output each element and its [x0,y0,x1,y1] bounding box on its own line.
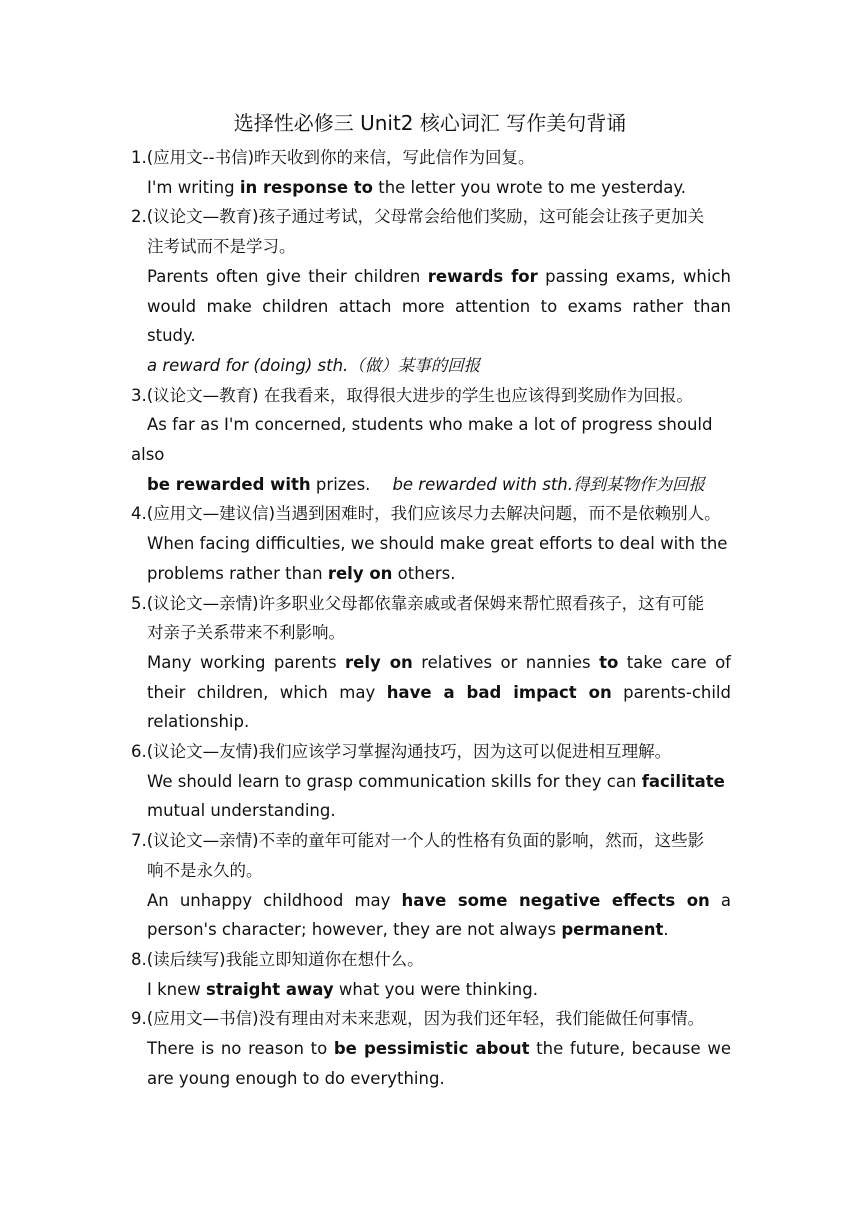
key-phrase: in response to [239,177,373,197]
item-3-english-line-2: also [131,445,165,465]
key-phrase: facilitate [641,771,725,791]
item-8-english: I knew straight away what you were thinking. [147,979,538,999]
item-6-english-line-1: We should learn to grasp communication skills for they can facilitate [147,771,725,791]
sentence-list [131,143,731,1094]
item-4-english-line-2: problems rather than rely on others. [147,563,456,583]
item-4-chinese: 4.(应用文—建议信)当遇到困难时，我们应该尽力去解决问题，而不是依赖别人。 [131,504,721,524]
item-8-chinese: 8.(读后续写)我能立即知道你在想什么。 [131,949,424,969]
item-2-english-line-1: Parents often give their children rewards for passing exams, which [147,266,731,286]
item-3-english-line-3: be rewarded with prizes. be rewarded with sth.得到某物作为回报 [147,474,705,494]
item-3-english-line-1: As far as I'm concerned, students who make a lot of progress should [147,415,713,435]
key-phrase: be pessimistic about [333,1039,530,1059]
item-7-english-line-1: An unhappy childhood may have some negative effects on a [147,890,731,910]
item-2-english-line-3: study. [147,326,196,346]
item-7-chinese-line-1: 7.(议论文—亲情)不幸的童年可能对一个人的性格有负面的影响，然而，这些影 [131,831,705,851]
item-2-chinese-line-1: 2.(议论文—教育)孩子通过考试，父母常会给他们奖励，这可能会让孩子更加关 [131,207,705,227]
item-5-chinese-line-2: 对亲子关系带来不利影响。 [147,623,345,643]
key-phrase: rewards for [427,266,538,286]
key-phrase: straight away [206,979,334,999]
item-5-english-line-1: Many working parents rely on relatives or nannies to take care of [147,652,731,672]
item-9-chinese: 9.(应用文—书信)没有理由对未来悲观，因为我们还年轻，我们能做任何事情。 [131,1009,705,1029]
item-7-chinese-line-2: 响不是永久的。 [147,860,263,880]
item-5-english-line-2: their children, which may have a bad impact on parents-child [147,682,731,702]
item-5-english-line-3: relationship. [147,712,250,732]
key-phrase: permanent [561,920,664,940]
item-7-english-line-2: person's character; however, they are not always permanent. [147,920,669,940]
key-phrase: have a bad impact on [386,682,612,702]
item-1-chinese: 1.(应用文--书信)昨天收到你的来信，写此信作为回复。 [131,148,535,167]
item-2-english-line-2: would make children attach more attention to exams rather than [147,296,731,316]
page-title: 选择性必修三 Unit2 核心词汇 写作美句背诵 [233,111,627,135]
item-2-phrase-note: a reward for (doing) sth.（做）某事的回报 [147,355,481,375]
key-phrase: be rewarded with [147,474,311,494]
key-phrase: rely on [327,563,393,583]
item-6-chinese: 6.(议论文—友情)我们应该学习掌握沟通技巧，因为这可以促进相互理解。 [131,742,672,762]
item-3-phrase-note: be rewarded with sth.得到某物作为回报 [392,474,705,494]
item-2-chinese-line-2: 注考试而不是学习。 [147,237,296,257]
item-5-chinese-line-1: 5.(议论文—亲情)许多职业父母都依靠亲戚或者保姆来帮忙照看孩子，这有可能 [131,593,705,613]
item-3-chinese: 3.(议论文—教育) 在我看来，取得很大进步的学生也应该得到奖励作为回报。 [131,385,693,405]
item-6-english-line-2: mutual understanding. [147,801,336,821]
item-9-english-line-2: are young enough to do everything. [147,1068,445,1088]
item-9-english-line-1: There is no reason to be pessimistic about the future, because we [147,1039,731,1059]
key-phrase: rely on [345,652,413,672]
key-phrase: have some negative effects on [401,890,710,910]
item-1-english: I'm writing in response to the letter you wrote to me yesterday. [147,177,686,197]
key-phrase: to [599,652,619,672]
item-4-english-line-1: When facing difficulties, we should make great efforts to deal with the [147,534,728,554]
